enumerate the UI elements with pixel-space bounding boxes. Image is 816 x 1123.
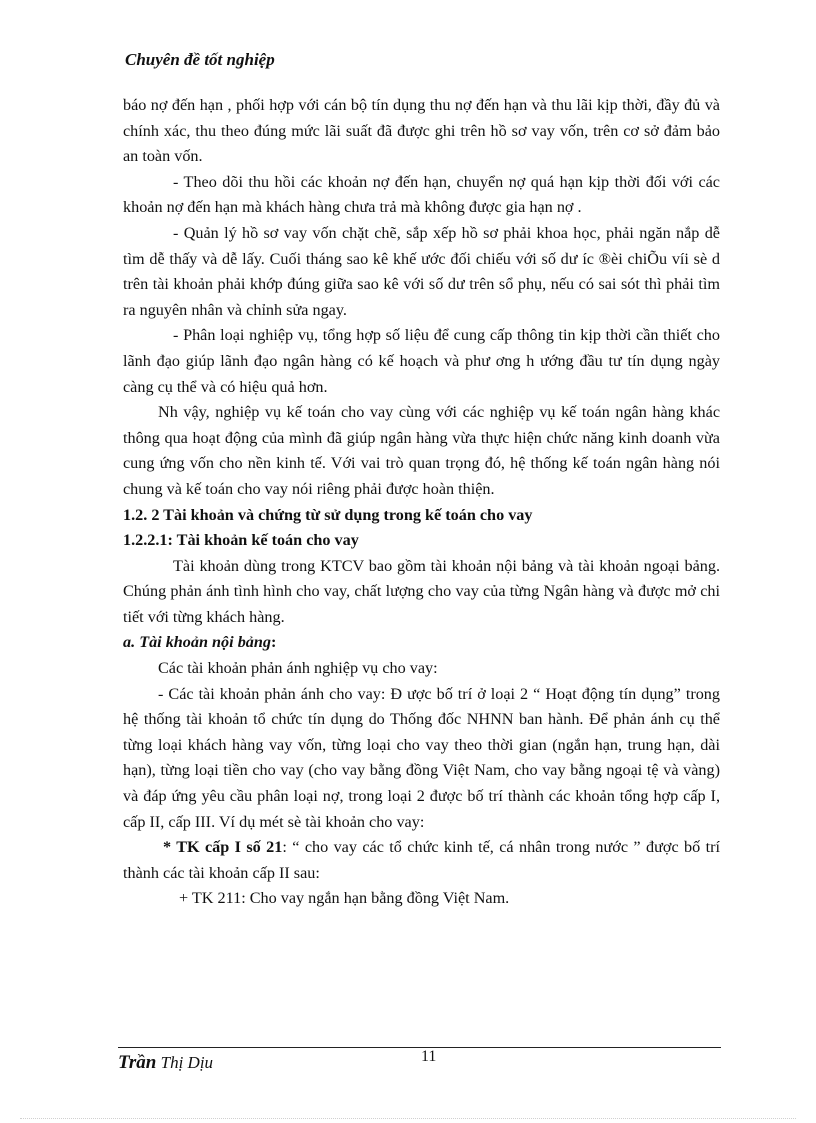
footer-author-rest: Thị Dịu bbox=[156, 1053, 214, 1072]
heading-a-colon: : bbox=[270, 633, 277, 652]
page-bottom-dotted-line bbox=[20, 1118, 796, 1119]
footer-author bbox=[118, 1052, 213, 1074]
footer-author-first: Trần bbox=[118, 1052, 157, 1073]
tk-211-line: + TK 211: Cho vay ngắn hạn bằng đồng Việt Nam. bbox=[179, 889, 510, 908]
document-header-title: Chuyên đề tốt nghiệp bbox=[125, 50, 275, 69]
paragraph-track-debt: - Theo dõi thu hồi các khoản nợ đến hạn, chuyển nợ quá hạn kịp thời đối với các khoản nợ đến hạn mà khách hàng chưa trả mà không được gia hạn nợ . bbox=[123, 172, 720, 217]
heading-a-line bbox=[123, 630, 720, 656]
heading-a: a. Tài khoản nội bảng bbox=[123, 633, 271, 652]
paragraph-loan-accounts: - Các tài khoản phản ánh cho vay: Đ ược bố trí ở loại 2 “ Hoạt động tín dụng” trong hệ thống tài khoản tổ chức tín dụng do Thống đốc NHNN ban hành. Để phản ánh cụ thể từng loại khách hàng vay vốn, từng loại cho vay theo thời gian (ngắn hạn, trung hạn, dài hạn), từng loại tiền cho vay (cho vay bằng đồng Việt Nam, cho vay bằng ngoại tệ và vàng) và đáp ứng yêu cầu phân loại nợ, trong loại 2 được bố trí thành các khoản tổng hợp cấp I, cấp II, cấp III. Ví dụ mét sè tài khoản cho vay: bbox=[123, 684, 720, 831]
paragraph-debt-notice: báo nợ đến hạn , phối hợp với cán bộ tín dụng thu nợ đến hạn và thu lãi kịp thời, đầy đủ và chính xác, thu theo đúng mức lãi suất đã được ghi trên hồ sơ vay vốn, trên cơ sở đảm bảo an toàn vốn. bbox=[123, 96, 720, 166]
tk-level1-text: : “ cho vay các tổ chức kinh tế, cá nhân trong nước ” được bố trí thành các tài khoản cấp II sau: bbox=[123, 838, 720, 882]
paragraph-classify: - Phân loại nghiệp vụ, tổng hợp số liệu để cung cấp thông tin kịp thời cần thiết cho lãnh đạo giúp lãnh đạo ngân hàng có kế hoạch và phư ơng h ướng đầu tư tín dụng ngày càng cụ thể và có hiệu quả hơn. bbox=[123, 326, 720, 396]
section-heading: 1.2. 2 Tài khoản và chứng từ sử dụng trong kế toán cho vay bbox=[123, 505, 533, 524]
page-number: 11 bbox=[421, 1048, 437, 1065]
paragraph-conclusion: Nh vậy, nghiệp vụ kế toán cho vay cùng với các nghiệp vụ kế toán ngân hàng khác thông qua hoạt động của mình đã giúp ngân hàng vừa thực hiện chức năng kinh doanh vừa cung ứng vốn cho nền kinh tế. Với vai trò quan trọng đó, hệ thống kế toán ngân hàng nói chung và kế toán cho vay nói riêng phải được hoàn thiện. bbox=[123, 403, 720, 498]
tk-level1-line bbox=[123, 835, 720, 886]
subsection-heading: 1.2.2.1: Tài khoản kế toán cho vay bbox=[123, 531, 359, 550]
tk-level1-head: * TK cấp I số 21 bbox=[163, 838, 283, 857]
paragraph-intro: Các tài khoản phản ánh nghiệp vụ cho vay: bbox=[158, 659, 438, 678]
paragraph-accounts: Tài khoản dùng trong KTCV bao gồm tài khoản nội bảng và tài khoản ngoại bảng. Chúng phản ánh tình hình cho vay, chất lượng cho vay của từng Ngân hàng và được mở chi tiết với từng khách hàng. bbox=[123, 556, 720, 626]
document-body bbox=[123, 93, 720, 912]
paragraph-manage-records: - Quản lý hồ sơ vay vốn chặt chẽ, sắp xếp hồ sơ phải khoa học, phải ngăn nắp dễ tìm dễ thấy và dễ lấy. Cuối tháng sao kê khế ước đối chiếu với số dư íc ®èi chiÕu víi sè d trên tài khoản phải khớp đúng giữa sao kê với số dư trên sổ phụ, nếu có sai sót thì phải tìm ra nguyên nhân và chỉnh sửa ngay. bbox=[123, 223, 720, 319]
footer-divider bbox=[118, 1047, 721, 1048]
